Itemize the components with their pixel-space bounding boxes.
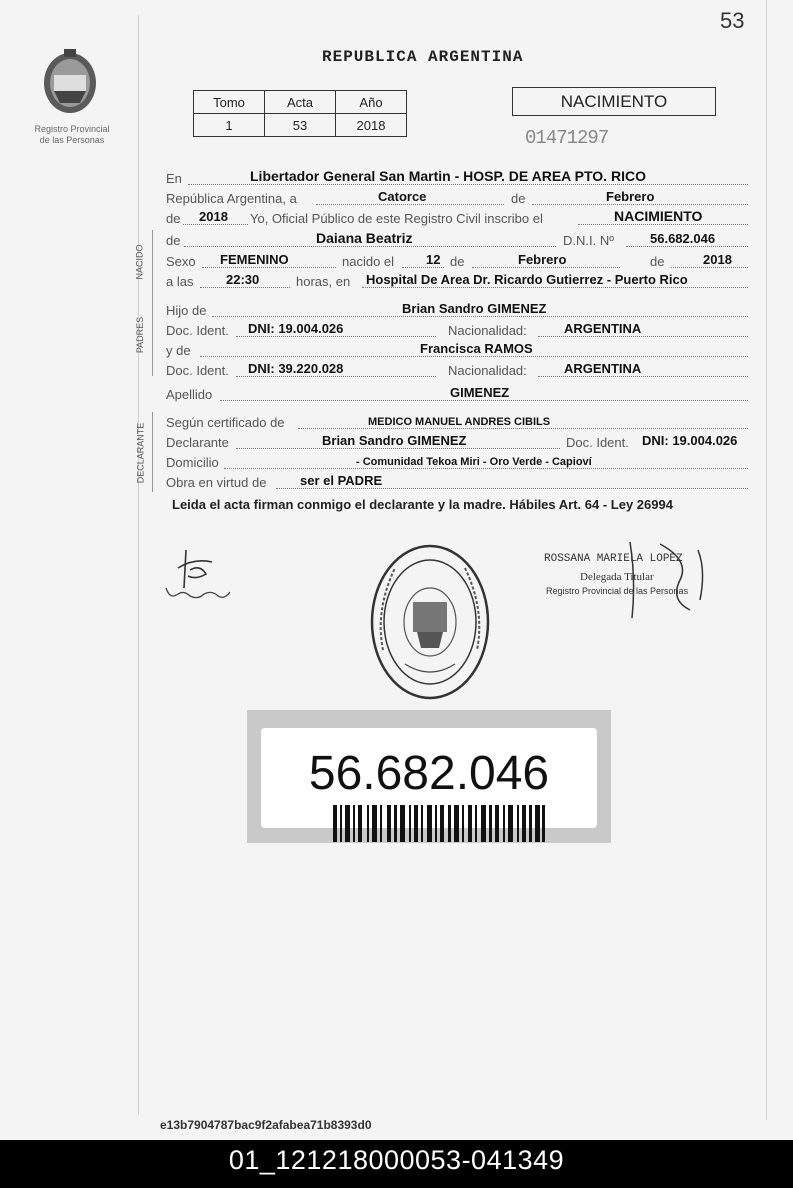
barcode-number: 56.682.046 <box>308 747 550 800</box>
birth-month-value: Febrero <box>518 252 567 267</box>
horas-en-label: horas, en <box>296 274 351 289</box>
nacido-el-label: nacido el <box>342 254 395 269</box>
father-name-value: Brian Sandro GIMENEZ <box>402 301 547 316</box>
barcode-icon <box>333 805 545 842</box>
de-label: de <box>511 191 526 206</box>
margin-line <box>138 15 139 1115</box>
declarant-doc-value: DNI: 19.004.026 <box>642 433 738 448</box>
official-stamp <box>365 540 495 705</box>
row-padre-doc <box>166 320 748 340</box>
officer-title: Delegada Titular <box>580 571 654 583</box>
birth-year-value: 2018 <box>703 252 732 267</box>
acta-value: 53 <box>265 114 336 137</box>
a-las-label: a las <box>166 274 194 289</box>
month-value: Febrero <box>606 189 655 204</box>
mother-doc-value: DNI: 39.220.028 <box>248 361 344 376</box>
surname-value: GIMENEZ <box>450 385 510 400</box>
doc-ident-label-2: Doc. Ident. <box>166 363 229 378</box>
declarant-name-value: Brian Sandro GIMENEZ <box>322 433 467 448</box>
row-domicilio <box>166 452 748 472</box>
declarante-side-label: DECLARANTE <box>135 422 146 484</box>
birth-day-value: 12 <box>426 252 441 267</box>
nacionalidad-label-2: Nacionalidad: <box>448 363 527 378</box>
tomo-table <box>193 90 407 137</box>
doc-ident-label: Doc. Ident. <box>166 323 229 338</box>
birth-time-value: 22:30 <box>226 272 260 287</box>
sex-value: FEMENINO <box>220 252 289 267</box>
de2-label: de <box>166 211 181 226</box>
republica-label: República Argentina, a <box>166 191 297 206</box>
dni-label: D.N.I. Nº <box>563 233 614 248</box>
row-madre <box>166 340 748 360</box>
place-value: Libertador General San Martin - HOSP. DE AREA PTO. RICO <box>250 168 646 184</box>
sexo-label: Sexo <box>166 254 196 269</box>
child-dni-value: 56.682.046 <box>650 231 716 246</box>
row-republica <box>166 188 748 208</box>
officer-name: ROSSANA MARIELA LOPEZ <box>544 553 683 565</box>
obra-label: Obra en virtud de <box>166 475 267 490</box>
row-oficial <box>166 208 748 228</box>
acta-header: Acta <box>265 91 336 114</box>
birth-place-value: Hospital De Area Dr. Ricardo Gutierrez - Puerto Rico <box>366 272 688 287</box>
apellido-label: Apellido <box>166 387 213 402</box>
tomo-value: 1 <box>194 114 265 137</box>
y-de-label: y de <box>166 343 191 358</box>
en-label: En <box>166 171 182 186</box>
hijo-de-label: Hijo de <box>166 303 207 318</box>
child-name-value: Daiana Beatriz <box>316 230 413 246</box>
row-nombre <box>166 230 748 250</box>
footer-code: 01_121218000053-041349 <box>0 1140 793 1188</box>
domicilio-label: Domicilio <box>166 455 219 470</box>
nac-de2-label: de <box>650 254 665 269</box>
row-padre <box>166 300 748 320</box>
anio-value: 2018 <box>336 114 407 137</box>
oficial-label: Yo, Oficial Público de este Registro Civil inscribo el <box>250 211 543 226</box>
page-number: 53 <box>720 8 745 33</box>
reading-statement: Leida el acta firman conmigo el declarante y la madre. Hábiles Art. 64 - Ley 26994 <box>172 497 673 512</box>
row-hora <box>166 271 748 291</box>
row-obra <box>166 472 748 492</box>
declarante-doc-label: Doc. Ident. <box>566 435 629 450</box>
father-nationality-value: ARGENTINA <box>564 321 642 336</box>
province-emblem-icon <box>40 45 100 117</box>
padres-side-label: PADRES <box>135 316 146 354</box>
serial-number: 01471297 <box>525 127 609 149</box>
row-declarante <box>166 432 748 452</box>
nacionalidad-label: Nacionalidad: <box>448 323 527 338</box>
nacido-de-label: de <box>166 233 181 248</box>
father-doc-value: DNI: 19.004.026 <box>248 321 344 336</box>
certificate-value: MEDICO MANUEL ANDRES CIBILS <box>368 416 551 428</box>
certificado-label: Según certificado de <box>166 415 285 430</box>
nacido-side-label: NACIDO <box>134 244 145 280</box>
mother-nationality-value: ARGENTINA <box>564 361 642 376</box>
row-en <box>166 168 748 188</box>
mother-name-value: Francisca RAMOS <box>420 341 533 356</box>
row-madre-doc <box>166 360 748 380</box>
row-sexo <box>166 251 748 271</box>
year-value: 2018 <box>199 209 228 224</box>
document-title: REPUBLICA ARGENTINA <box>322 48 524 66</box>
nac-de-label: de <box>450 254 465 269</box>
capacity-value: ser el PADRE <box>300 473 383 488</box>
registry-label: Registro Provincial de las Personas <box>34 124 110 145</box>
inscription-value: NACIMIENTO <box>614 208 703 224</box>
right-margin-line <box>766 0 767 1120</box>
barcode-label <box>247 710 611 843</box>
row-certificado <box>166 412 748 432</box>
officer-org: Registro Provincial de las Personas <box>546 586 689 596</box>
address-value: - Comunidad Tekoa Miri - Oro Verde - Capioví <box>356 456 592 468</box>
barcode-inner <box>261 728 597 828</box>
declarant-signature <box>160 540 240 610</box>
row-apellido <box>166 384 748 404</box>
anio-header: Año <box>336 91 407 114</box>
declarante-label: Declarante <box>166 435 229 450</box>
tomo-header: Tomo <box>194 91 265 114</box>
document-hash: e13b7904787bac9f2afabea71b8393d0 <box>160 1118 372 1132</box>
day-text-value: Catorce <box>378 189 427 204</box>
document-type-box: NACIMIENTO <box>512 87 716 116</box>
